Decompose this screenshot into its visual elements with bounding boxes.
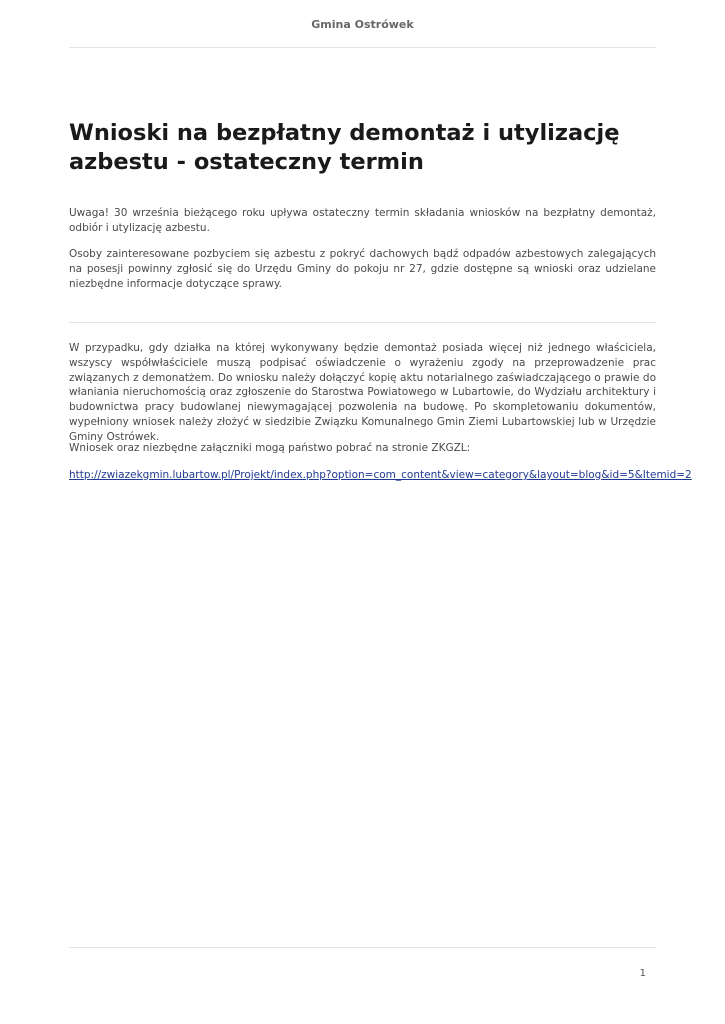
footer-divider bbox=[69, 947, 656, 948]
paragraph-contact-info: Osoby zainteresowane pozbyciem się azbestu z pokryć dachowych bądź odpadów azbestowych zalegających na posesji powinny zgłosić się do Urzędu Gminy do pokoju nr 27, gdzie dostępne są wnioski oraz udzielane niezbędne informacje dotyczące sprawy. bbox=[69, 248, 656, 290]
paragraph-requirements: W przypadku, gdy działka na której wykonywany będzie demontaż posiada więcej niż jednego właściciela, wszyscy współwłaściciele muszą podpisać oświadczenie o wyrażeniu zgody na przeprowadzenie prac związanych z demonatżem. Do wniosku należy dołączyć kopię aktu notarialnego zaświadczającego o prawie do właniania nieruchomością oraz zgłoszenie do Starostwa Powiatowego w Lubartowie, do Wydziału architektury i budownictwa pracy budowlanej niewymagającej pozwolenia na budowę. Po skompletowaniu dokumentów, wypełniony wniosek należy złożyć w siedzibie Związku Komunalnego Gmin Ziemi Lubartowskiej lub w Urzędzie Gminy Ostrówek. bbox=[69, 342, 656, 443]
page-number: 1 bbox=[639, 968, 646, 979]
article-title: Wnioski na bezpłatny demontaż i utylizację azbestu - ostateczny termin bbox=[69, 120, 620, 175]
page-header: Gmina Ostrówek bbox=[311, 18, 414, 31]
header-divider bbox=[69, 47, 656, 48]
paragraph-download-info: Wniosek oraz niezbędne załączniki mogą państwo pobrać na stronie ZKGZL: bbox=[69, 442, 471, 454]
paragraph-deadline-notice: Uwaga! 30 września bieżącego roku upływa ostateczny termin składania wniosków na bezpłatny demontaż, odbiór i utylizację azbestu. bbox=[69, 207, 656, 234]
section-divider bbox=[69, 322, 656, 323]
download-link[interactable]: http://zwiazekgmin.lubartow.pl/Projekt/index.php?option=com_content&view=category&layout=blog&id=5&Itemid=2 bbox=[69, 469, 692, 481]
